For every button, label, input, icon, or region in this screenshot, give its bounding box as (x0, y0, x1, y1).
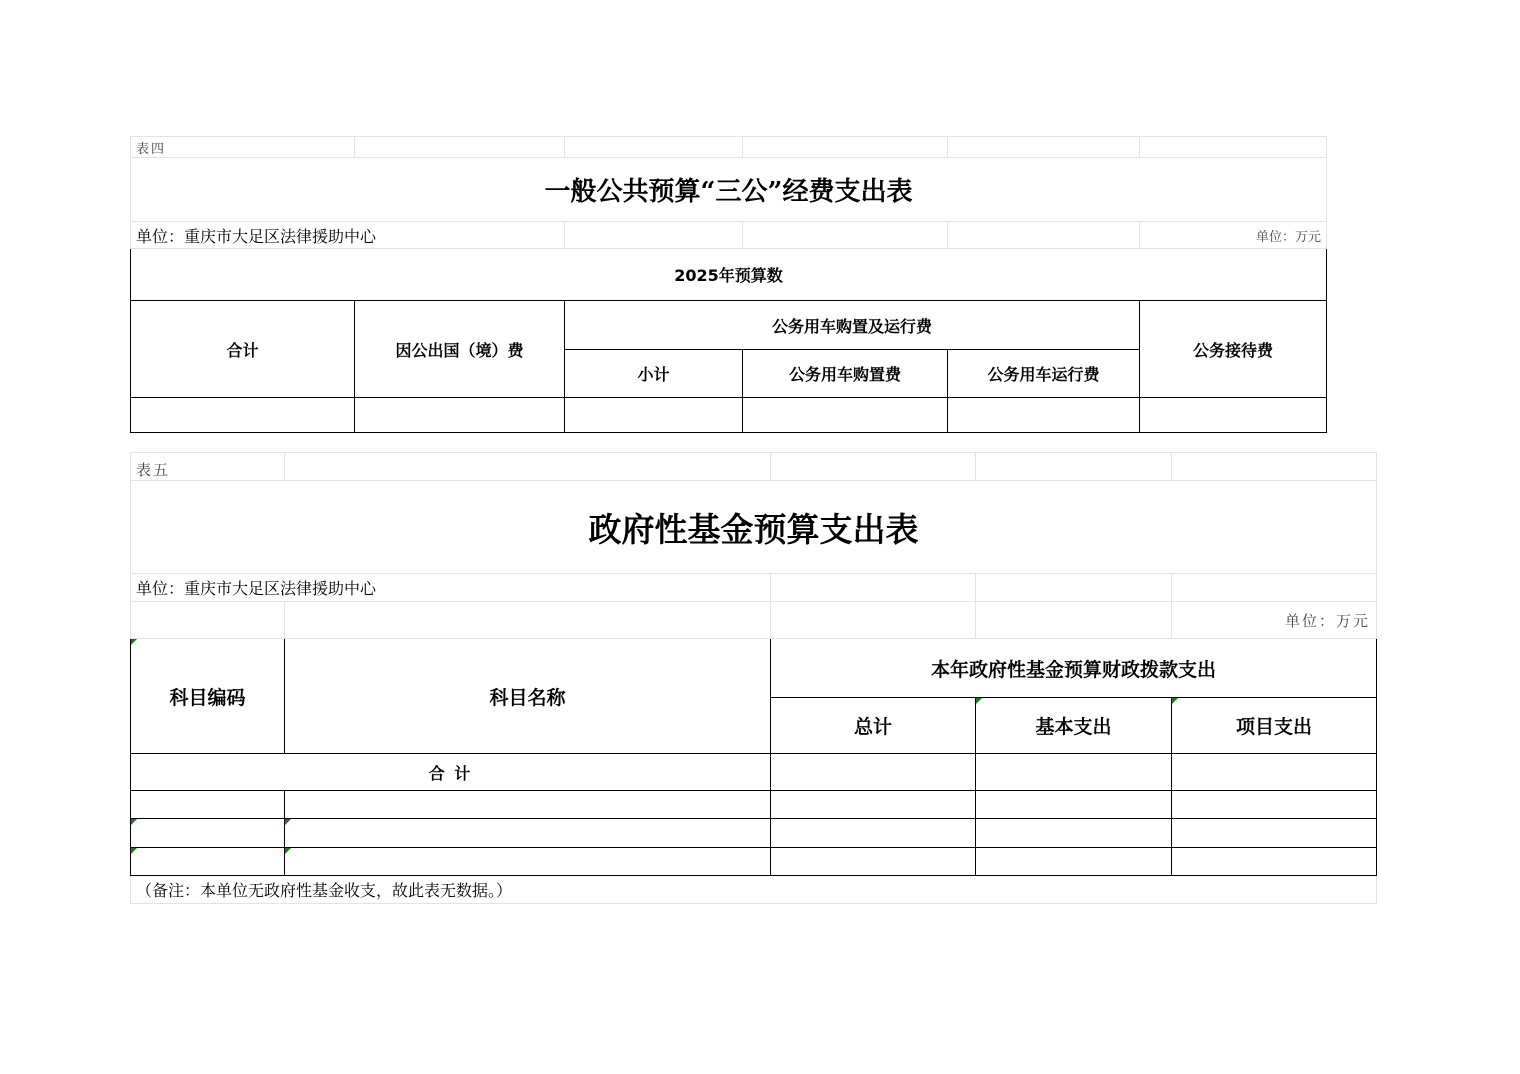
table5-note: （备注：本单位无政府性基金收支，故此表无数据。） (131, 876, 1377, 904)
table4-sheet (130, 136, 1327, 433)
table4-unit-currency: 单位：万元 (1140, 222, 1327, 249)
table4-cell (743, 398, 948, 433)
table5-tag: 表五 (131, 453, 285, 481)
table5-col-group: 本年政府性基金预算财政拨款支出 (771, 639, 1377, 698)
table4-col-vehicle-purchase: 公务用车购置费 (743, 350, 948, 398)
table4-col-subtotal: 小计 (565, 350, 743, 398)
table4-cell (1140, 398, 1327, 433)
table4-col-total: 合计 (131, 301, 355, 398)
table4-col-vehicle-operation: 公务用车运行费 (948, 350, 1140, 398)
table4-tag: 表四 (131, 137, 355, 158)
table4-cell (131, 398, 355, 433)
table5-row-total-label: 合 计 (131, 754, 771, 791)
table5-sheet (130, 452, 1377, 904)
table4-cell (355, 398, 565, 433)
table5-col-project: 项目支出 (1172, 698, 1377, 754)
table5-title: 政府性基金预算支出表 (131, 481, 1377, 574)
table5 (130, 452, 1377, 904)
table4-col-vehicle-group: 公务用车购置及运行费 (565, 301, 1140, 350)
table4-cell (565, 398, 743, 433)
table5-col-code: 科目编码 (131, 639, 285, 754)
table4-data-row (131, 398, 1327, 433)
table4-year-header: 2025年预算数 (131, 249, 1327, 301)
table4-col-reception: 公务接待费 (1140, 301, 1327, 398)
table4-title: 一般公共预算“三公”经费支出表 (131, 158, 1327, 222)
table5-unit-currency: 单位：万元 (1172, 602, 1377, 639)
table5-unit-org: 单位：重庆市大足区法律援助中心 (131, 574, 771, 602)
table5-col-name: 科目名称 (285, 639, 771, 754)
table5-col-total: 总计 (771, 698, 976, 754)
table4-unit-org: 单位：重庆市大足区法律援助中心 (131, 222, 565, 249)
table5-col-basic: 基本支出 (976, 698, 1172, 754)
table4 (130, 136, 1327, 433)
table5-data-row (131, 791, 1377, 819)
table4-cell (948, 398, 1140, 433)
table5-data-row (131, 819, 1377, 848)
table4-col-abroad: 因公出国（境）费 (355, 301, 565, 398)
table5-data-row (131, 848, 1377, 876)
table5-total-row (131, 754, 1377, 791)
